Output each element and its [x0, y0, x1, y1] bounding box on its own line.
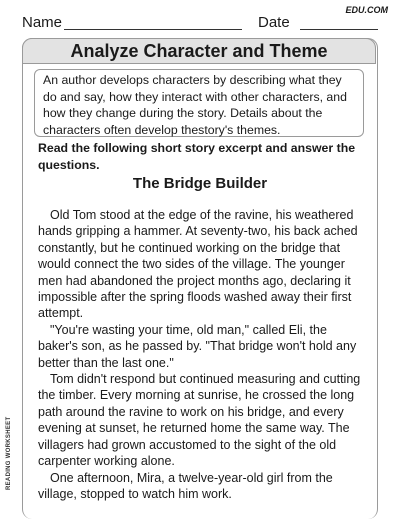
story-paragraph: "You're wasting your time, old man," called Eli, the baker's son, as he passed by. "That bridge won't hold any better than the last one."	[38, 322, 357, 370]
brand-logo: EDU.COM	[345, 5, 388, 15]
name-line[interactable]	[64, 29, 242, 30]
title-bar	[22, 38, 376, 64]
side-label: READING WORKSHEET	[6, 416, 12, 490]
worksheet-title: Analyze Character and Theme	[70, 41, 328, 61]
story-title: The Bridge Builder	[132, 175, 268, 192]
name-label: Name	[22, 14, 63, 31]
story-paragraph: Tom didn't respond but continued measuring and cutting the timber. Every morning at sunrise, he crossed the long path around the ravine to work on his bridge, and every evening at sunset, he returned home the same way. The villagers had grown accustomed to the sight of the old carpenter working alone.	[38, 372, 361, 469]
instructions: Read the following short story excerpt and answer the questions.	[38, 141, 356, 172]
date-line[interactable]	[300, 29, 378, 30]
story-paragraph: Old Tom stood at the edge of the ravine, his weathered hands gripping a hammer. At seventy-two, his back ached constantly, but he continued working on the bridge that would connect the two sides of the village. The younger men had abandoned the project months ago, declaring it impossible after the spring floods washed away their first attempt.	[38, 208, 358, 321]
story-paragraph: One afternoon, Mira, a twelve-year-old girl from the village, stopped to watch him work.	[38, 470, 333, 501]
intro-box	[34, 69, 364, 137]
intro-text: An author develops characters by describing what they do and say, how they interact with other characters, and how they change during the story. Details about the characters often develop thestory's themes.	[43, 73, 347, 137]
story-text	[38, 207, 368, 502]
date-label: Date	[258, 14, 290, 31]
worksheet-header	[0, 0, 400, 34]
